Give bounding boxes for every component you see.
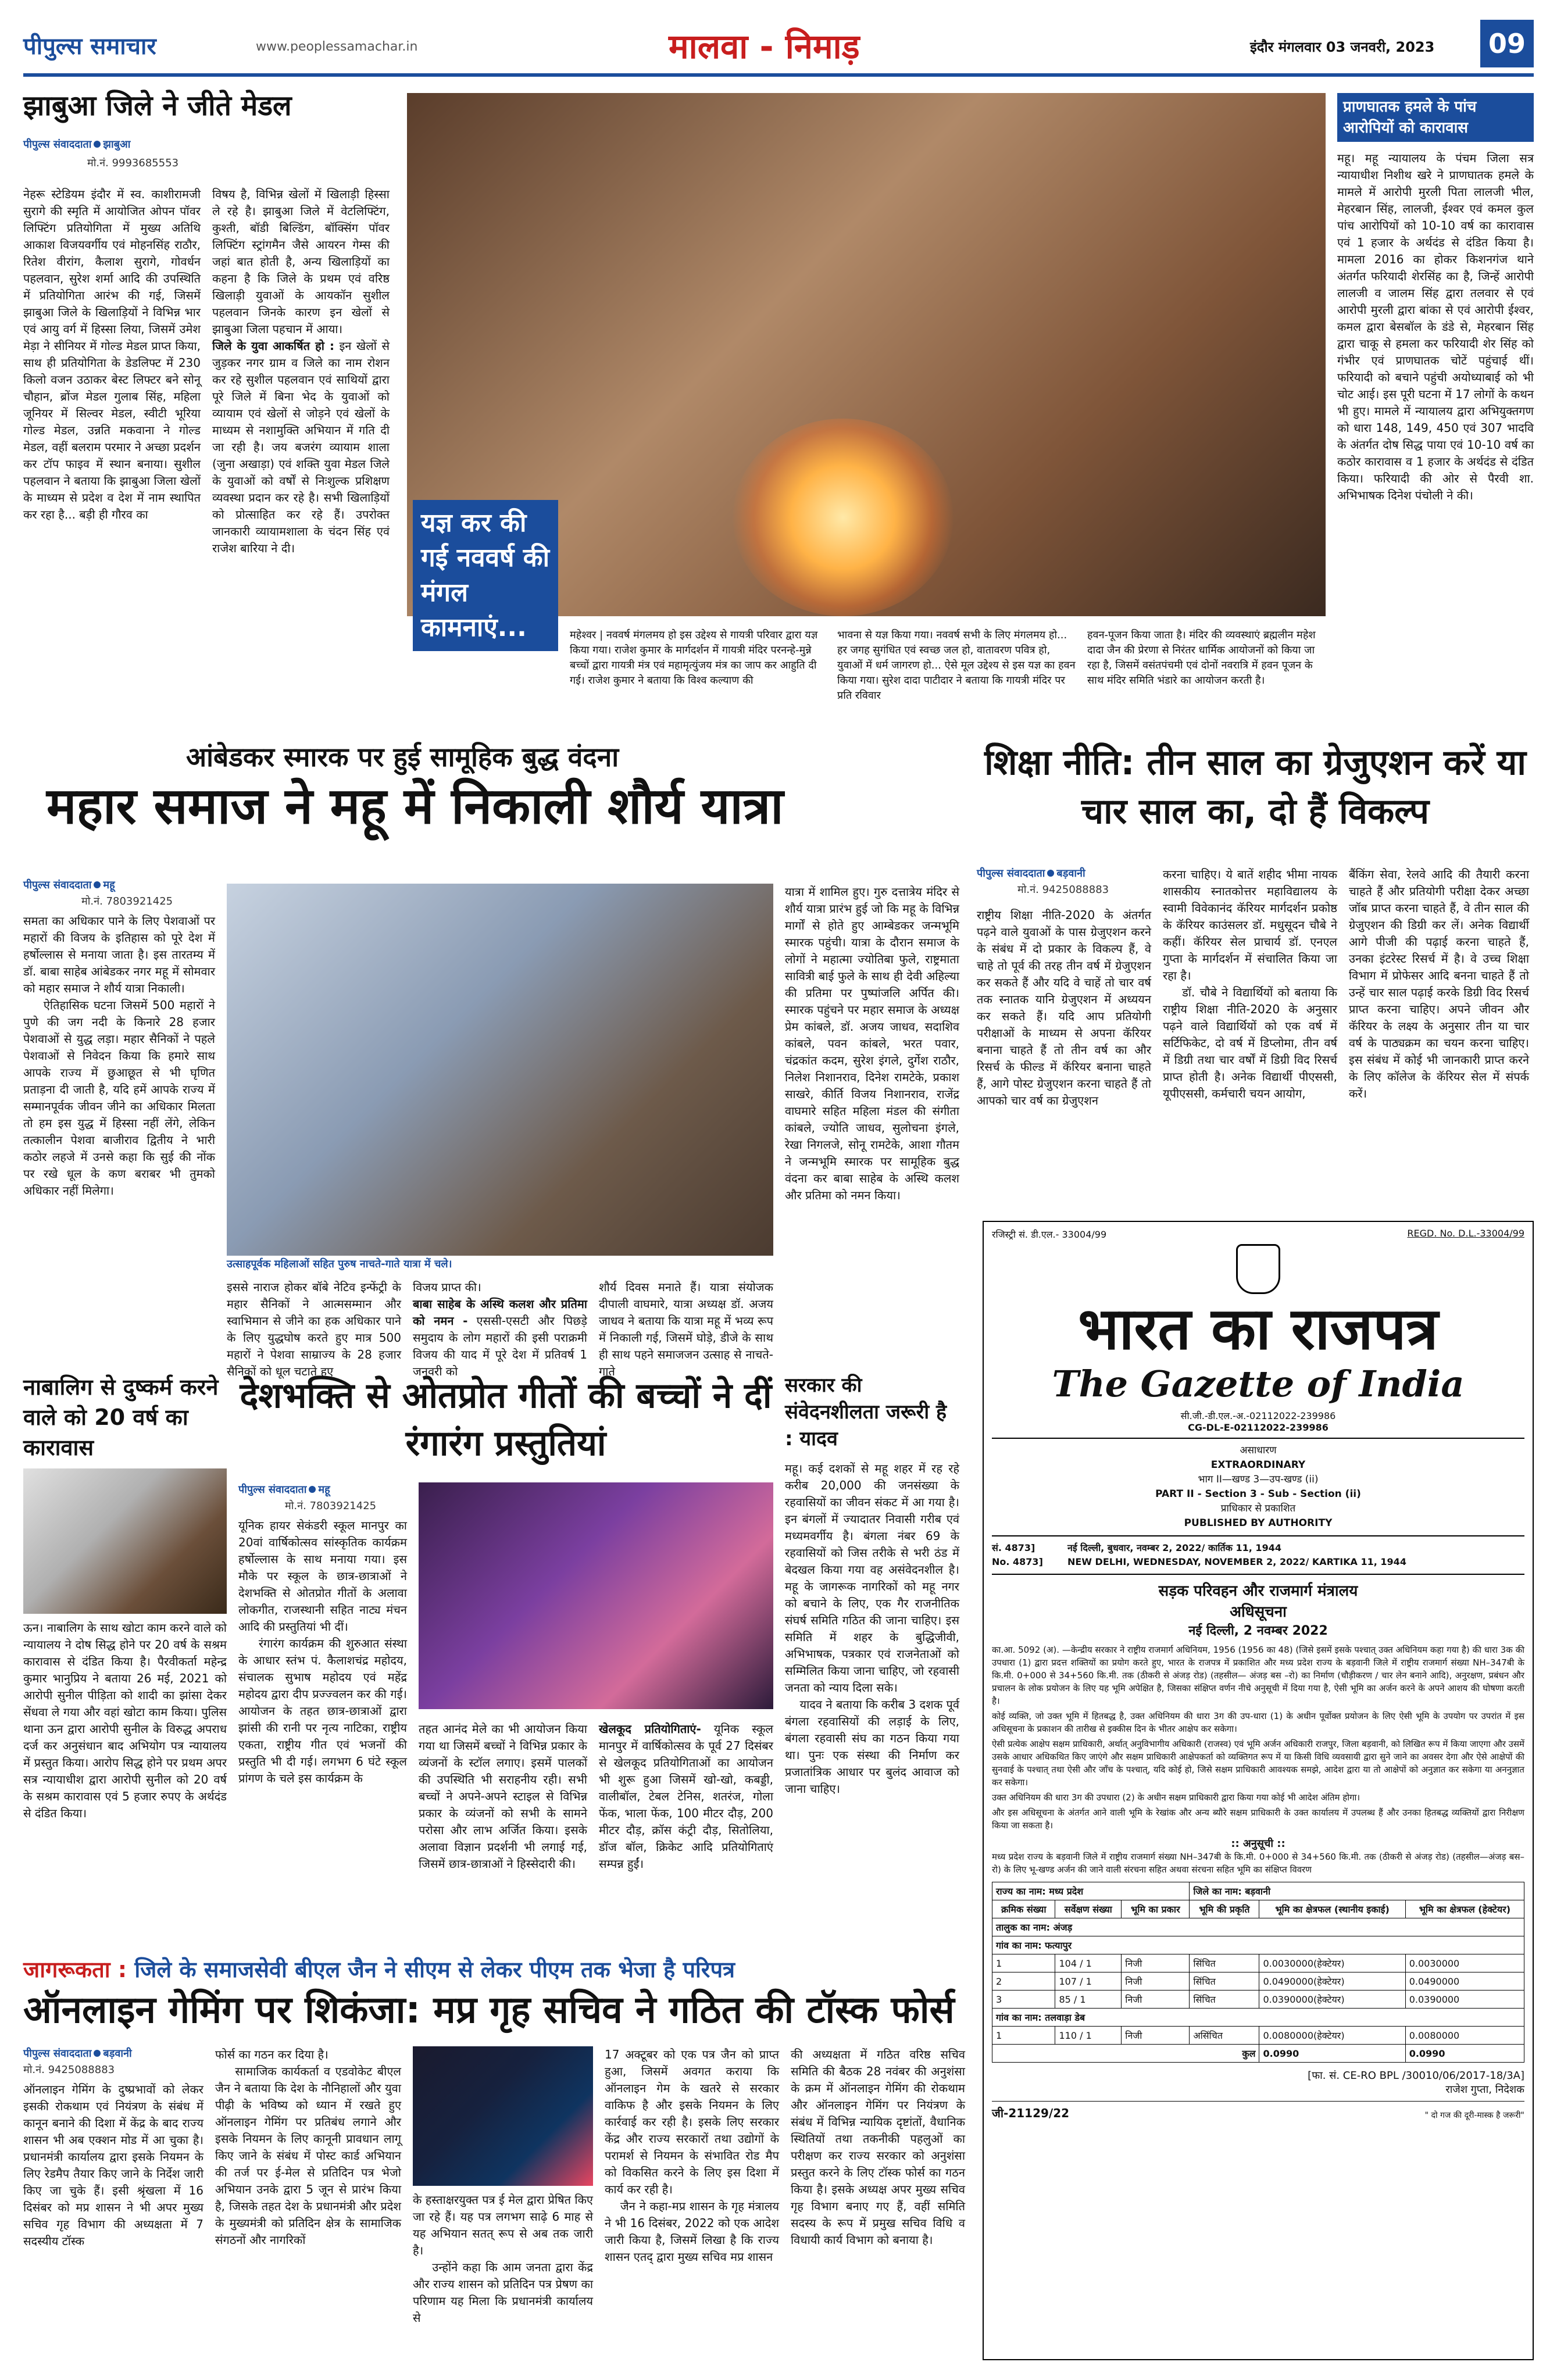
headline: महार समाज ने महू में निकाली शौर्य यात्रा — [47, 777, 784, 835]
part-en: PART II - Section 3 - Sub - Section (ii) — [1155, 1488, 1361, 1500]
gazette-title-en: The Gazette of India — [1052, 1363, 1465, 1405]
stage-photo — [419, 1482, 773, 1709]
kicker — [23, 1953, 971, 1986]
total-row — [992, 2045, 1524, 2063]
cell: सिंचित — [1190, 1972, 1259, 1991]
section-title: मालवा - निमाड़ — [669, 27, 860, 66]
headline: प्राणघातक हमले के पांच आरोपियों को कारावास — [1337, 93, 1534, 142]
story-col3b: बाबा साहेब के अस्थि कलश और प्रतिमा को नमन - एससी-एसटी और पिछड़े समुदाय के लोग महारों की इसी पराक्रमी विजय की याद में पूरे देश में प्रतिवर्ष 1 जनवरी को — [413, 1297, 591, 1378]
header-cell: सर्वेक्षण संख्या — [1055, 1900, 1122, 1918]
overlay-text: यज्ञ कर की गई नववर्ष की मंगल कामनाएं... — [421, 508, 549, 642]
cell: निजी — [1122, 2027, 1190, 2045]
cell: 85 / 1 — [1055, 1991, 1122, 2009]
story-col2: तहत आनंद मेले का भी आयोजन किया गया था जिसमें बच्चों ने विभिन्न प्रकार के व्यंजनों के स्टॉल लगाए। इसमें पालकों की उपस्थिति भी सराहनीय रही। सभी बच्चों ने अपने-अपने स्टाइल से विभिन्न प्रकार के व्यंजनों को सभी के सामने परोसा और लाभ अर्जित किया। इसके अलावा विज्ञान प्रदर्शनी भी लगाई गई, जिसमें छात्र-छात्राओं ने हिस्सेदारी की। — [419, 1722, 591, 1871]
website-url: www.peoplessamachar.in — [256, 40, 418, 54]
brand-logo: पीपुल्स समाचार — [23, 33, 156, 60]
kicker-text: जिले के समाजसेवी बीएल जैन ने सीएम से लेकर पीएम तक भेजा है परिपत्र — [134, 1957, 735, 1982]
cell: 1 — [992, 2027, 1055, 2045]
dateline: इंदौर मंगलवार 03 जनवरी, 2023 — [1250, 39, 1435, 55]
gazette-notice — [983, 1221, 1534, 2360]
cg-number-hi: सी.जी.-डी.एल.-अ.-02112022-239986 — [1180, 1410, 1336, 1421]
rape-case-story — [23, 1372, 231, 1942]
story-col2: विषय है, विभिन्न खेलों में खिलाड़ी हिस्सा ले रहे है। झाबुआ जिले में वेटलिफ्टिंग, कुश्ती, बॉडी बिल्डिंग, बॉक्सिंग पॉवर लिफ्टिंग स्ट्रांगमैन जैसे आयरन गेम्स की जहां बात होती है, अन्य खिलाड़ियों का कहना है कि जिले के प्रथम एवं वरिष्ठ खिलाड़ी युवाओं के आयकॉन सुशील पहलवान जिनके कारण इन खेलों से झाबुआ जिला पहचान में आया। — [212, 187, 394, 336]
story-col3: बैंकिंग सेवा, रेलवे आदि की तैयारी करना चाहते हैं और प्रतियोगी परीक्षा देकर अच्छा जॉब प्राप्त करना चाहते हैं, वे तीन साल की ग्रेजुएशन की डिग्री कर लें। अनेक विद्यार्थी आगे पीजी की पढ़ाई करना चाहते हैं, उनका इंटरेस्ट रिसर्च में है। वे उच्च शिक्षा विभाग में प्रोफेसर आदि बनना चाहते हैं तो उन्हें चार साल पढ़ाई करके डिग्री विद रिसर्च प्राप्त करना चाहिए। अपने जीवन और कॅरियर के लक्ष्य के अनुसार तीन या चार वर्ष के पाठ्यक्रम का चयन करना चाहिए। इस संबंध में कोई भी जानकारी प्राप्त करने के लिए कॉलेज के कॅरियर सेल में संपर्क करें। — [1349, 867, 1533, 1100]
para-4: उक्त अधिनियम की धारा 3ग की उपधारा (2) के अधीन सक्षम प्राधिकारी द्वारा किया गया कोई भी आदेश अंतिम होगा। — [992, 1792, 1360, 1803]
para-5: और इस अधिसूचना के अंतर्गत आने वाली भूमि के रेखांक और अन्य ब्यौरे सक्षम प्राधिकारी के उक्त कार्यालय में उपलब्ध हैं और उनका हितबद्ध व्यक्तियों द्वारा निरीक्षण किया जा सकता है। — [992, 1807, 1527, 1831]
cell: 0.0030000 — [1405, 1954, 1524, 1972]
emblem — [1236, 1244, 1280, 1294]
cell: सिंचित — [1190, 1954, 1259, 1972]
masthead — [23, 12, 1534, 76]
mobile-number: मो.नं. 7803921425 — [285, 1500, 377, 1512]
header-cell: भूमि की प्रकृति — [1190, 1900, 1259, 1918]
yagna-caption-1: महेश्वर | नववर्ष मंगलमय हो इस उद्देश्य से गायत्री परिवार द्वारा यज्ञ किया गया। राजेश कुमार के मार्गदर्शन में गायत्री मंदिर परनन्हे-मुन्ने बच्चों द्वारा गायत्री मंत्र एवं महामृत्युंजय मंत्र का जाप कर आहुति दी गई। राजेश कुमार ने बताया कि विश्व कल्याण की — [570, 629, 818, 687]
headline: नाबालिग से दुष्कर्म करने वाले को 20 वर्ष का कारावास — [23, 1374, 219, 1460]
byline: पीपुल्स संवाददाता महू — [23, 879, 115, 891]
story-col1: यूनिक हायर सेकंडरी स्कूल मानपुर का 20वां वार्षिकोत्सव सांस्कृतिक कार्यक्रम हर्षोल्लास के साथ मनाया गया। इस मौके पर स्कूल के छात्र-छात्राओं ने देशभक्ति से ओतप्रोत गीतों के अलावा लोकगीत, राजस्थानी सहित नाट्य मंचन आदि की प्रस्तुतियां भी दीं। रंगारंग कार्यक्रम की शुरुआत संस्था के आधार स्तंभ पं. कैलाशचंद्र महोदय, संचालक सुभाष महोदय एवं महेंद्र महोदय द्वारा दीप प्रज्ज्वलन कर की गई। आयोजन के तहत छात्र-छात्राओं द्वारा झांसी की रानी पर नृत्य नाटिका, राष्ट्रीय एकता, राष्ट्रीय गीत एवं भजनों की प्रस्तुति भी दी गई। लगभग 6 घंटे स्कूल प्रांगण के चले इस कार्यक्रम के — [238, 1518, 407, 1785]
headline: शिक्षा नीति: तीन साल का ग्रेजुएशन करें या चार साल का, दो हैं विकल्प — [984, 742, 1526, 832]
mobile-number: मो.नं. 7803921425 — [81, 895, 173, 907]
anusuchi-text: मध्य प्रदेश राज्य के बड़वानी जिले में राष्ट्रीय राजमार्ग संख्या NH–347बी के कि.मी. 0+000 से 34+560 कि.मी. तक (ठीकरी से अंजड़ रोड) (तहसील—अंजड़ बस–रो) के लिए भू-खण्ड अर्जन की जाने वाली संरचना सहित अथवा संरचना सहित भूमि का संक्षिप्त विवरण — [992, 1852, 1524, 1875]
extra-hi: असाधारण — [1240, 1445, 1277, 1456]
story-col2: फोर्स का गठन कर दिया है। सामाजिक कार्यकर्ता व एडवोकेट बीएल जैन ने बताया कि देश के नौनिहालों और युवा पीढ़ी के भविष्य को ध्यान में रखते हुए ऑनलाइन गेमिंग पर प्रतिबंध लगाने और इसके नियमन के लिए कानूनी प्रावधान लागू किए जाने के संबंध में पोस्ट कार्ड अभियान की तर्ज पर ई-मेल से प्रतिदिन पत्र भेजो अभियान उनके द्वारा 5 जून से प्रारंभ किया है, जिसके तहत देश के प्रधानमंत्री और प्रदेश के मुख्यमंत्री को प्रतिदिन क्षेत्र के सामाजिक संगठनों और नागरिकों — [215, 2047, 401, 2247]
story-col2b: के हस्ताक्षरयुक्त पत्र ई मेल द्वारा प्रेषित किए जा रहे हैं। यह पत्र लगभग साढ़े 6 माह से यह अभियान सतत् रूप से अब तक जारी है। उन्होंने कहा कि आम जनता द्वारा केंद्र और राज्य शासन को प्रतिदिन पत्र प्रेषण का परिणाम यह मिला कि प्रधानमंत्री कार्यालय से — [413, 2193, 593, 2325]
sarkar-story — [785, 1372, 959, 1942]
byline: पीपुल्स संवाददाता महू — [238, 1484, 330, 1496]
cell: 0.0490000 — [1405, 1972, 1524, 1991]
story-body: ऊन। नाबालिग के साथ खोटा काम करने वाले को न्यायालय ने दोष सिद्ध होने पर 20 वर्ष के सश्रम कारावास से दंडित किया है। पैरवीकर्ता महेन्द्र कुमार भानुप्रिय ने बताया 26 मई, 2021 को आरोपी सुनील पीड़िता को शादी का झांसा देकर सेंधवा ले गया और वहां खोटा काम किया। पुलिस थाना ऊन द्वारा आरोपी सुनील के विरुद्ध अपराध दर्ज कर अनुसंधान बाद अभियोग पत्र न्यायालय में प्रस्तुत किया। आरोप सिद्ध होने पर प्रथम अपर सत्र न्यायाधीश द्वारा आरोपी सुनील को 20 वर्ष के सश्रम कारावास एवं 5 हजार रुपए के अर्थदंड से दंडित किया। — [23, 1621, 231, 1820]
headline: देशभक्ति से ओतप्रोत गीतों की बच्चों ने दीं रंगारंग प्रस्तुतियां — [240, 1375, 772, 1464]
date-hi: नई दिल्ली, बुधवार, नवम्बर 2, 2022/ कार्तिक 11, 1944 — [1067, 1542, 1281, 1553]
village-cell: गांव का नाम: तलवाड़ा डेब — [992, 2009, 1524, 2027]
date-en: NEW DELHI, WEDNESDAY, NOVEMBER 2, 2022/ KARTIKA 11, 1944 — [1067, 1556, 1406, 1567]
cell: 110 / 1 — [1055, 2027, 1122, 2045]
mobile-number: मो.नं. 9993685553 — [87, 157, 179, 169]
gavel-photo — [23, 1468, 227, 1614]
table-row — [992, 1972, 1524, 1991]
cell: 3 — [992, 1991, 1055, 2009]
kicker-label: जागरूकता : — [23, 1957, 127, 1982]
para-2: कोई व्यक्ति, जो उक्त भूमि में हितबद्ध है, उक्त अधिनियम की धारा 3ग की उप-धारा (1) के अधीन पूर्वोक्त प्रयोजन के लिए ऐसी भूमि के उपयोग पर उपरांत में इस अधिसूचना के प्रकाशन की तारीख से इक्कीस दिन के भीतर आक्षेप कर सकेगा। — [992, 1711, 1527, 1734]
header-cell: क्रमिक संख्या — [992, 1900, 1055, 1918]
headline: सरकार की संवेदनशीलता जरूरी है : यादव — [785, 1374, 947, 1450]
mobile-number: मो.नं. 9425088883 — [23, 2064, 115, 2076]
shiksha-story — [977, 738, 1534, 1215]
story-col3a: विजय प्राप्त की। — [413, 1280, 481, 1294]
cell: 1 — [992, 1954, 1055, 1972]
kicker: आंबेडकर स्मारक पर हुई सामूहिक बुद्ध वंदना — [186, 741, 619, 773]
part-hi: भाग II—खण्ड 3—उप-खण्ड (ii) — [1198, 1474, 1319, 1485]
cg-number-en: CG-DL-E-02112022-239986 — [1188, 1422, 1329, 1433]
yagna-caption-2: भावना से यज्ञ किया गया। नववर्ष सभी के लिए मंगलमय हो... हर जगह सुगंधित एवं स्वच्छ जल हो, वातावरण पवित्र हो, युवाओं में धर्म जागरण हो... ऐसे मूल उद्देश्य से इस यज्ञ का हवन किया गया। सुरेश दादा पाटीदार ने बताया कि गायत्री मंदिर पर प्रति रविवार — [837, 629, 1076, 702]
cell: निजी — [1122, 1954, 1190, 1972]
total-hectare: 0.0990 — [1405, 2045, 1524, 2063]
cell: 104 / 1 — [1055, 1954, 1122, 1972]
mahar-story — [23, 738, 965, 1378]
reg-right: REGD. No. D.L.-33004/99 — [1407, 1228, 1524, 1239]
yagna-overlay-box — [413, 500, 558, 651]
para-3: ऐसी प्रत्येक आक्षेप सक्षम प्राधिकारी, अर्थात् अनुविभागीय अधिकारी (राजस्व) एवं भूमि अर्जन अधिकारी राजपुर, जिला बड़वानी, को लिखित रूप में किया जाएगा और उसमें उसके आधार अधिकथित किए जाएंगे और सक्षम प्राधिकारी आक्षेपकर्ता को व्यक्तिगत रूप में या किसी विधि व्यवसायी द्वारा सुने जाने का अवसर देगा और ऐसे आक्षेपों की सुनवाई के पश्चात् तथा ऐसी और जाँच के पश्चात्, यदि कोई हो, जिसे सक्षम प्राधिकारी आवश्यक समझे, आदेश द्वारा या तो आक्षेपों को अनुज्ञात कर सकेगा या अननुज्ञात कर सकेगा। — [992, 1739, 1527, 1788]
byline: पीपुल्स संवाददाता झाबुआ — [23, 138, 131, 151]
cell: 0.0390000 — [1405, 1991, 1524, 2009]
court-story — [1337, 93, 1538, 721]
cell: 107 / 1 — [1055, 1972, 1122, 1991]
jhabua-story — [23, 87, 395, 727]
story-col1: नेहरू स्टेडियम इंदौर में स्व. काशीरामजी सुरागे की स्मृति में आयोजित ओपन पॉवर लिफ्टिंग प्रतियोगिता में मुख्य अतिथि आकाश विजयवर्गीय एवं मोहनसिंह राठौर, रितेश वीरांग, कैलाश सुरागे, गोवर्धन पहलवान, सुरेश शर्मा आदि की उपस्थिति में प्रतियोगिता आरंभ की गई, जिसमें झाबुआ जिले के खिलाड़ियों ने विभिन्न भार एवं आयु वर्ग में हिस्सा लिया, जिसमें उमेश मेड़ा ने सीनियर में गोल्ड मेडल प्राप्त किया, साथ ही प्रतियोगिता के डेडलिफ्ट में 230 किलो वजन उठाकर बेस्ट लिफ्टर बने सोनू चौहान, ब्रोंज मेडल गुलाब सिंह, महिला जूनियर में सिल्वर मेडल, स्वीटी भूरिया गोल्ड मेडल, उन्नति मकवाना ने गोल्ड मेडल, वहीं बलराम परमार ने अच्छा प्रदर्शन कर टॉप फाइव में स्थान बनाया। सुशील पहलवान ने बताया कि झाबुआ जिला खेलों के माध्यम से प्रदेश व देश में नाम स्थापित कर रहा है... बड़ी ही गौरव का — [23, 187, 205, 521]
tehsil-cell: तालुक का नाम: अंजड़ — [992, 1918, 1524, 1936]
cell: 0.0030000(हेक्टेयर) — [1259, 1954, 1405, 1972]
yatra-photo — [227, 884, 773, 1256]
auth-en: PUBLISHED BY AUTHORITY — [1184, 1517, 1333, 1529]
ji-number: जी-21129/22 — [992, 2106, 1070, 2120]
signer: राजेश गुप्ता, निदेशक — [1445, 2084, 1524, 2096]
story-col3: 17 अक्टूबर को एक पत्र जैन को प्राप्त हुआ, जिसमें अवगत कराया कि ऑनलाइन गेम के खतरे से सरकार वाकिफ है और इसके नियमन के लिए कार्रवाई कर रही है। इसके लिए सरकार केंद्र और राज्य सरकारों तथा उद्योगों के परामर्श से नियमन के संभावित रोड मैप को विकसित करने के लिए इस दिशा में कार्य कर रही है। जैन ने कहा-मप्र शासन के गृह मंत्रालय ने भी 16 दिसंबर, 2022 को एक आदेश जारी किया है, जिसमें लिखा है कि राज्य शासन एतद् द्वारा मुख्य सचिव मप्र शासन — [605, 2047, 779, 2264]
para-1: का.आ. 5092 (अ). —केन्द्रीय सरकार ने राष्ट्रीय राजमार्ग अधिनियम, 1956 (1956 का 48) (जिसे इसमें इसके पश्चात् उक्त अधिनियम कहा गया है) की धारा 3क की उपधारा (1) द्वारा प्रदत्त शक्तियों का प्रयोग करते हुए, भारत के राजपत्र में प्रकाशित और मध्य प्रदेश राज्य के बड़वानी जिले में राष्ट्रीय राजमार्ग संख्या NH–347बी के कि.मी. 0+000 से 34+560 कि.मी. तक (ठीकरी से अंजड़ रोड) (तहसील— अंजड़ बस –रो) का निर्माण (चौड़ीकरण / चार लेन बनाने आदि), अनुरक्षण, प्रबंधन और प्रचालन के लोक प्रयोजन के लिए यह भूमि अपेक्षित है, जिसका संक्षिप्त वर्णन नीचे अनुसूची में दिया गया है, ऐसी भूमि का अर्जन करने के अपने आशय की घोषणा करती है। — [992, 1645, 1527, 1706]
story-col4: की अध्यक्षता में गठित वरिष्ठ सचिव समिति की बैठक 28 नवंबर की अनुशंसा के क्रम में ऑनलाइन गेमिंग की रोकथाम और ऑनलाइन गेमिंग पर नियंत्रण के संबंध में विभिन्न न्यायिक दृष्टांतों, वैधानिक स्थितियों तथा तकनीकी पहलुओं का परीक्षण कर राज्य सरकार को अनुशंसा प्रस्तुत करने के लिए टॉस्क फोर्स का गठन किया है। इसके अध्यक्ष अपर मुख्य सचिव गृह विभाग बनाए गए हैं, वहीं समिति सदस्य के रूप में प्रमुख सचिव विधि व विधायी कार्य विभाग को बनाया है। — [791, 2047, 969, 2247]
fire-glow — [733, 419, 954, 616]
story-body: महू। महू न्यायालय के पंचम जिला सत्र न्यायाधीश निशीथ खरे ने प्राणघातक हमले के मामले में आरोपी मुरली पिता लालजी भील, मेहरबान सिंह, लालजी, ईश्वर एवं कमल कुल पांच आरोपियों को 10-10 वर्ष का कारावास एवं 1 हजार के अर्थदंड से दंडित किया है। मामला 2016 का होकर किशनगंज थाने अंतर्गत फरियादी शेरसिंह का है, जिन्हें आरोपी लालजी व जालम सिंह द्वारा तलवार से एवं आरोपी मुरली द्वारा बांका से एवं आरोपी ईश्वर, कमल द्वारा बेसबॉल के डंडे से, मेहरबान सिंह द्वारा चाकू से हमला कर फरियादी शेर सिंह को गंभीर एवं प्राणघातक चोटें पहुंचाई थीं। फरियादी को बचाने पहुंची अयोध्याबाई को भी चोट आई। इस पूरी घटना में 17 लोगों के कथन भी हुए। मामले में न्यायालय द्वारा अभियुक्तगण को धारा 148, 149, 450 एवं 307 भादवि के अंतर्गत दोष सिद्ध पाया एवं 10-10 वर्ष का कठोर कारावास व 1 हजार के अर्थदंड से दंडित किया। फरियादी की ओर से पैरवी शा. अभिभाषक दिनेश पंचोली ने की। — [1337, 151, 1538, 502]
notification-date: नई दिल्ली, 2 नवम्बर 2022 — [1188, 1624, 1328, 1638]
story-col1: समता का अधिकार पाने के लिए पेशवाओं पर महारों की विजय के इतिहास को पूरे देश में हर्षोल्लास से मनाया जाता है। इस तारतम्य में डॉ. बाबा साहेब आंबेडकर नगर महू में सोमवार को महार समाज ने शौर्य यात्रा निकाली। ऐतिहासिक घटना जिसमें 500 महारों ने पुणे की जग नदी के किनारे 28 हजार पेशवाओं से युद्ध लड़ा। महार सैनिकों ने पहले पेशवाओं से निवेदन किया कि हमारे साथ आपके राज्य में छुआछूत से भी घृणित प्रताड़ना दी जाती है, यदि हमें आपके राज्य में सम्मानपूर्वक जीवन जीने का अधिकार मिलता तो हम इस युद्ध में हिस्सा नहीं लेंगे, लेकिन तत्कालीन पेशवा बाजीराव द्वितीय ने भारी कठोर लहजे में उनसे कहा कि सुई की नोंक पर रखे धूल के कण बराबर भी तुमको अधिकार नहीं मिलेगा। — [23, 914, 215, 1198]
yagna-caption-3: हवन-पूजन किया जाता है। मंदिर की व्यवस्थाएं ब्रह्मलीन महेश दादा जैन की प्रेरणा से निरंतर धार्मिक आयोजनों को किया जा रहा है, जिसमें वसंतपंचमी एवं दोनों नवरात्रि में हवन पूजन के साथ मंदिर समिति भंडारे का आयोजन करती है। — [1087, 629, 1316, 687]
headline: झाबुआ जिले ने जीते मेडल — [23, 90, 292, 122]
story-col3c: शौर्य दिवस मनाते हैं। यात्रा संयोजक दीपाली वाघमारे, यात्रा अध्यक्ष डॉ. अजय जाधव ने बताया कि यात्रा महू में भव्य रूप में निकाली गई, जिसमें घोड़े, डीजे के साथ ही साथ पहने समाजजन उत्साह से नाचते-गाते — [599, 1280, 777, 1378]
footer-quote: " दो गज की दूरी-मास्क है जरूरी" — [1424, 2111, 1524, 2120]
headline: ऑनलाइन गेमिंग पर शिकंजा: मप्र गृह सचिव ने गठित की टॉस्क फोर्स — [23, 1989, 955, 2032]
notice-no-hi: सं. 4873] — [992, 1542, 1035, 1553]
table-row — [992, 2027, 1524, 2045]
deshbhakti-story — [238, 1372, 777, 1942]
byline: पीपुल्स संवाददाता बड़वानी — [23, 2047, 132, 2060]
notification: अधिसूचना — [1230, 1603, 1287, 1621]
masthead-rule — [23, 73, 1534, 77]
table-row — [992, 1954, 1524, 1972]
notice-no-en: No. 4873] — [992, 1556, 1043, 1567]
table-row — [992, 1991, 1524, 2009]
land-table — [992, 1882, 1524, 2063]
extra-en: EXTRAORDINARY — [1210, 1459, 1306, 1471]
cell: असिंचित — [1190, 2027, 1259, 2045]
story-col3: खेलकूद प्रतियोगिताएं- यूनिक स्कूल मानपुर में वार्षिकोत्सव के पूर्व 27 दिसंबर से खेलकूद प्रतियोगिताओं का आयोजन भी शुरू हुआ जिसमें खो-खो, कबड्डी, वालीबॉल, टेबल टेनिस, शतरंज, गोला फेंक, भाला फेंक, 100 मीटर दौड़, 200 मीटर दौड़, क्रॉस कंट्री दौड़, सितोलिया, डॉज बॉल, क्रिकेट आदि प्रतियोगिताएं सम्पन्न हुईं। — [599, 1722, 777, 1871]
cell: 2 — [992, 1972, 1055, 1991]
ministry: सड़क परिवहन और राजमार्ग मंत्रालय — [1158, 1582, 1358, 1600]
story-col1: राष्ट्रीय शिक्षा नीति-2020 के अंतर्गत पढ़ने वाले युवाओं के पास ग्रेजुएशन करने के संबंध में दो प्रकार के विकल्प हैं, वे चाहे तो पूर्व की तरह तीन वर्ष में ग्रेजुएशन कर सकते हैं और यदि वे चाहें तो चार वर्ष तक स्नातक यानि ग्रेजुएशन में अध्ययन कर सकते हैं। यदि आप प्रतियोगी परीक्षाओं के माध्यम से अपना कॅरियर बनाना चाहते हैं तो तीन वर्ष का और रिसर्च के फील्ड में कॅरियर बनाना चाहते हैं, आगे पोस्ट ग्रेजुएशन करना चाहते हैं तो आपको चार वर्ष का ग्रेजुएशन — [977, 908, 1155, 1107]
file-number: [फा. सं. CE-RO BPL /30010/06/2017-18/3A] — [1308, 2070, 1524, 2082]
gazette-title-hi: भारत का राजपत्र — [1078, 1294, 1438, 1363]
auth-hi: प्राधिकार से प्रकाशित — [1220, 1503, 1296, 1514]
cell: सिंचित — [1190, 1991, 1259, 2009]
cell: 0.0390000(हेक्टेयर) — [1259, 1991, 1405, 2009]
cell: निजी — [1122, 1972, 1190, 1991]
reg-left: रजिस्ट्री सं. डी.एल.- 33004/99 — [992, 1229, 1107, 1240]
story-col2b: जिले के युवा आकर्षित हो : इन खेलों से जुड़कर नगर ग्राम व जिले का नाम रोशन कर रहे सुशील पहलवान एवं साथियों द्वारा पूरे जिले में बिना भेद के युवाओं को व्यायाम एवं खेलों से जोड़ने एवं खेलों के माध्यम से नशामुक्ति अभियान में गति दी जा रही है। जय बजरंग व्यायाम शाला (जुना अखाड़ा) एवं शक्ति युवा मेडल जिले के युवाओं को वर्षों से निःशुल्क प्रशिक्षण व्यवस्था प्रदान कर रहे है। सभी खिलाड़ियों को प्रोत्साहित कर रहे हैं। उपरोक्त जानकारी व्यायामशाला के चंदन सिंह एवं राजेश बारिया ने दी। — [212, 339, 394, 555]
page-number: 09 — [1480, 20, 1534, 67]
story-col2: इससे नाराज होकर बॉबे नेटिव इन्फेंट्री के महार सैनिकों ने आत्मसम्मान और स्वाभिमान से जीने का हक अधिकार पाने के लिए युद्धघोष करते हुए मात्र 500 महारों ने पेशवा साम्राज्य के 28 हजार सैनिकों को धूल चटाते हुए — [227, 1280, 405, 1378]
mobile-number: मो.नं. 9425088883 — [1017, 884, 1109, 896]
state-cell: राज्य का नाम: मध्य प्रदेश — [992, 1882, 1190, 1900]
story-body: महू। कई दशकों से महू शहर में रह रहे करीब 20,000 की जनसंख्या के रहवासियों का जीवन संकट में आ गया है। इन बंगलों में ज्यादातर निवासी गरीब एवं मध्यमवर्गीय है। बंगला नंबर 69 के रहवासियों को जिस तरीके से भरी ठंड में बेदखल किया गया वह असंवेदनशील है। महू के जागरूक नागरिकों को महू नगर को बचाने के लिए, एक गैर राजनीतिक संघर्ष समिति गठित की जाना चाहिए। इस समिति में शहर के बुद्धिजीवी, अभिभाषक, पत्रकार एवं राजनेताओं को सम्मिलित किया जाना चाहिए, जो रहवासी जनता को न्याय दिला सके। यादव ने बताया कि करीब 3 दशक पूर्व बंगला रहवासियों की लड़ाई के लिए, बंगला रहवासी संघ का गठन किया गया था। पुनः एक संस्था की निर्माण कर प्रजातांत्रिक आधार पर बुलंद आवाज को जाना चाहिए। — [785, 1461, 959, 1796]
story-col1: ऑनलाइन गेमिंग के दुष्प्रभावों को लेकर इसकी रोकथाम एवं नियंत्रण के संबंध में कानून बनाने की दिशा में केंद्र के बाद राज्य शासन भी अब एक्शन मोड में आ चुका है। प्रधानमंत्री कार्यालय द्वारा इसके नियमन के लिए रेडमैप तैयार किए जाने के निर्देश जारी किए जा चुके हैं। इसी श्रृंखला में 16 दिसंबर को मप्र शासन ने भी अपर मुख्य सचिव गृह विभाग की अध्यक्षता में 7 सदस्यीय टॉस्क — [23, 2082, 208, 2248]
cell: 0.0490000(हेक्टेयर) — [1259, 1972, 1405, 1991]
header-cell: भूमि का क्षेत्रफल (स्थानीय इकाई) — [1259, 1900, 1405, 1918]
gaming-story — [23, 1953, 971, 2360]
cell: 0.0080000 — [1405, 2027, 1524, 2045]
photo-caption: उत्साहपूर्वक महिलाओं सहित पुरुष नाचते-गाते यात्रा में चले। — [227, 1258, 452, 1270]
header-cell: भूमि का क्षेत्रफल (हेक्टेयर) — [1405, 1900, 1524, 1918]
cell: निजी — [1122, 1991, 1190, 2009]
gaming-photo — [413, 2046, 593, 2186]
cell: 0.0080000(हेक्टेयर) — [1259, 2027, 1405, 2045]
story-col4: यात्रा में शामिल हुए। गुरु दत्तात्रेय मंदिर से शौर्य यात्रा प्रारंभ हुई जो कि महू के विभिन्न मार्गों से होते हुए आम्बेडकर जन्मभूमि स्मारक पहुंची। यात्रा के दौरान समाज के लोगों ने महात्मा ज्योतिबा फुले, राष्ट्रमाता सावित्री बाई फुले के साथ ही देवी अहिल्या की प्रतिमा पर पुष्पांजलि अर्पित की। स्मारक पहुंचने पर महार समाज के अध्यक्ष प्रेम कांबले, डॉ. अजय जाधव, सदाशिव कांबले, पवन कांबले, भरत पवार, चंद्रकांत कदम, सुरेश इंगले, दुर्गेश राठौर, निलेश निशानराव, दिनेश रामटेके, प्रकाश साखरे, कीर्ति विजय निशानराव, राजेंद्र वाघमारे सहित महिला मंडल की संगीता कांबले, ज्योति जाधव, सुलोचना इंगले, रेखा निगलजे, सोनू रामटेके, आशा गौतम ने जन्मभूमि स्मारक पर सामूहिक बुद्ध वंदना कर बाबा साहेब के अस्थि कलश और प्रतिमा को नमन किया। — [785, 885, 963, 1202]
story-col2: करना चाहिए। ये बातें शहीद भीमा नायक शासकीय स्नातकोत्तर महाविद्यालय के स्वामी विवेकानंद कॅरियर मार्गदर्शन प्रकोष्ठ के कॅरियर काउंसलर डॉ. मधुसूदन चौबे ने कहीं। कॅरियर सेल प्राचार्य डॉ. एनएल गुप्ता के मार्गदर्शन में संचालित किया जा रहा है। डॉ. चौबे ने विद्यार्थियों को बताया कि राष्ट्रीय शिक्षा नीति-2020 के अनुसार पढ़ने वाले विद्यार्थियों को एक वर्ष में सर्टिफिकेट, दो वर्ष में डिप्लोमा, तीन वर्ष में डिग्री तथा चार वर्षों में डिग्री विद रिसर्च प्राप्त होती है। अनेक विद्यार्थी पीएससी, यूपीएससी, कर्मचारी चयन आयोग, — [1163, 867, 1337, 1100]
district-cell: जिले का नाम: बड़वानी — [1190, 1882, 1524, 1900]
village-cell: गांव का नाम: फत्यापुर — [992, 1936, 1524, 1954]
anusuchi-title: :: अनुसूची :: — [1231, 1838, 1285, 1850]
total-local: 0.0990 — [1259, 2045, 1405, 2063]
byline: पीपुल्स संवाददाता बड़वानी — [977, 867, 1085, 880]
header-cell: भूमि का प्रकार — [1122, 1900, 1190, 1918]
total-label: कुल — [992, 2045, 1259, 2063]
